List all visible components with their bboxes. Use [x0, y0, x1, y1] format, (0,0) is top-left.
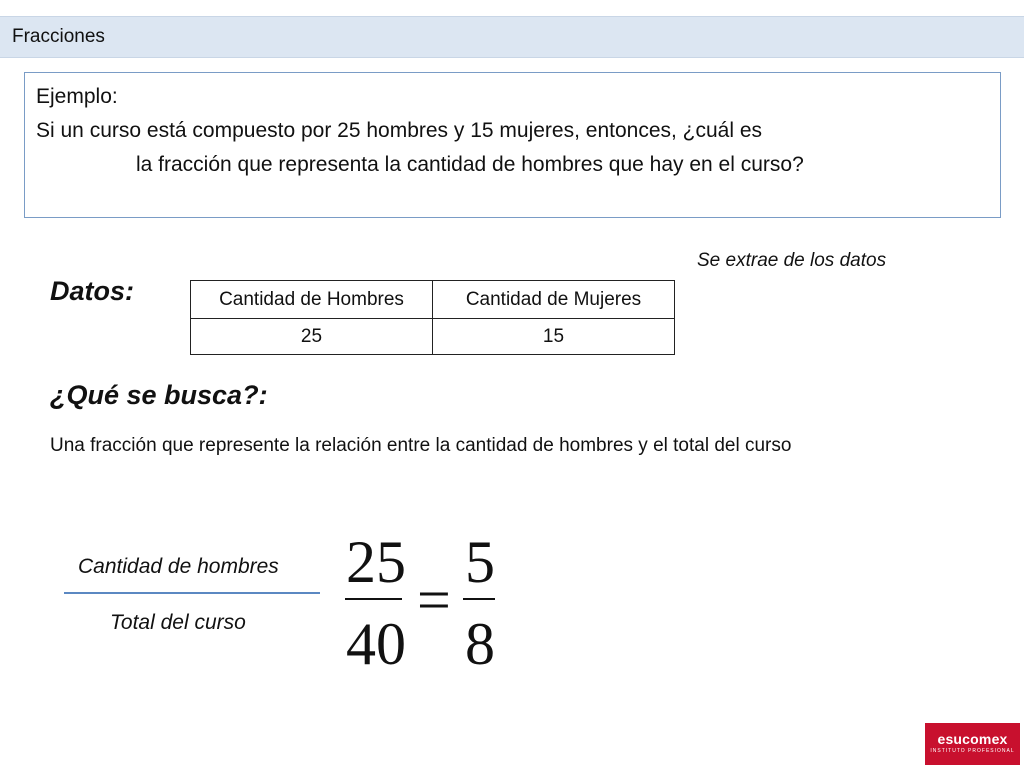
table-cell-hombres: 25 [191, 319, 433, 355]
example-box [24, 72, 1001, 218]
busca-heading: ¿Qué se busca?: [50, 380, 268, 410]
table-header-mujeres: Cantidad de Mujeres [433, 281, 675, 319]
left-numerator: 25 [346, 529, 406, 595]
logo-tagline: INSTITUTO PROFESIONAL [930, 748, 1015, 754]
datos-heading: Datos: [50, 276, 135, 306]
fraction-denominator-label: Total del curso [110, 611, 246, 634]
example-label: Ejemplo: [36, 85, 118, 108]
logo-wordmark: esucomex [937, 731, 1008, 747]
table-cell-mujeres: 15 [433, 319, 675, 355]
page-title: Fracciones [12, 26, 105, 47]
source-note: Se extrae de los datos [697, 250, 887, 271]
busca-text: Una fracción que represente la relación entre la cantidad de hombres y el total del curso [50, 435, 792, 456]
example-question-line-2: la fracción que representa la cantidad de hombres que hay en el curso? [136, 153, 804, 176]
table-header-hombres: Cantidad de Hombres [191, 281, 433, 319]
right-fraction-bar [463, 598, 495, 600]
left-denominator: 40 [346, 611, 406, 677]
equals-sign: = [417, 567, 451, 633]
right-numerator: 5 [465, 529, 495, 595]
fraction-divider-line [64, 592, 320, 594]
fraction-numerator-label: Cantidad de hombres [78, 555, 279, 578]
data-table [190, 280, 675, 355]
table-row [191, 319, 675, 355]
header-bar [0, 16, 1024, 58]
table-header-row [191, 281, 675, 319]
esucomex-logo [925, 723, 1020, 765]
example-question-line-1: Si un curso está compuesto por 25 hombres y 15 mujeres, entonces, ¿cuál es [36, 119, 763, 142]
right-denominator: 8 [465, 611, 495, 677]
left-fraction-bar [345, 598, 402, 600]
